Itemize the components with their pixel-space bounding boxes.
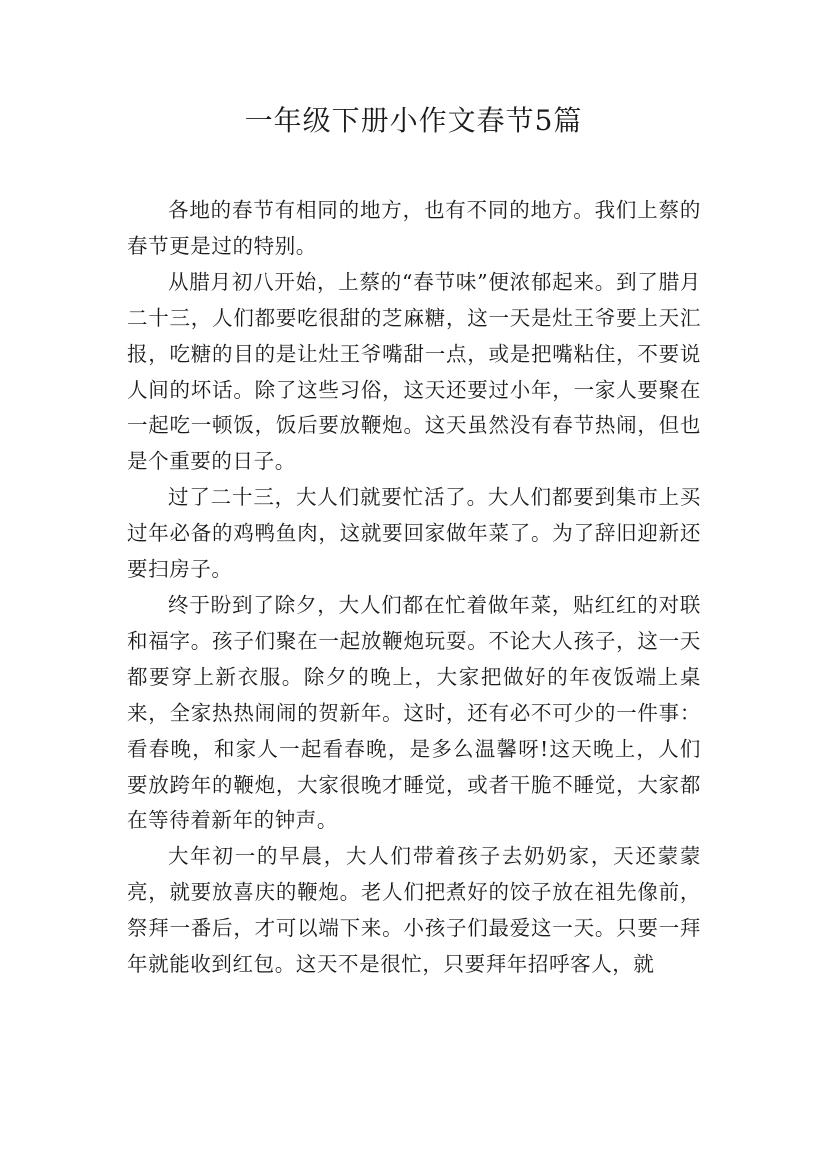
paragraph-2: 从腊月初八开始，上蔡的“春节味”便浓郁起来。到了腊月二十三，人们都要吃很甜的芝麻糖，这一天是灶王爷要上天汇报，吃糖的目的是让灶王爷嘴甜一点，或是把嘴粘住，不要说人间的坏话。除了这些习俗，这天还要过小年，一家人要聚在一起吃一顿饭，饭后要放鞭炮。这天虽然没有春节热闹，但也是个重要的日子。 <box>127 269 701 474</box>
paragraph-5: 大年初一的早晨，大人们带着孩子去奶奶家，天还蒙蒙亮，就要放喜庆的鞭炮。老人们把煮好的饺子放在祖先像前，祭拜一番后，才可以端下来。小孩子们最爱这一天。只要一拜年就能收到红包。这天不是很忙，只要拜年招呼客人，就 <box>127 844 701 977</box>
paragraph-3: 过了二十三，大人们就要忙活了。大人们都要到集市上买过年必备的鸡鸭鱼肉，这就要回家做年菜了。为了辞旧迎新还要扫房子。 <box>127 485 701 582</box>
paragraph-1: 各地的春节有相同的地方，也有不同的地方。我们上蔡的春节更是过的特别。 <box>127 198 701 258</box>
document-title: 一年级下册小作文春节5篇 <box>244 104 583 137</box>
paragraph-4: 终于盼到了除夕，大人们都在忙着做年菜，贴红红的对联和福字。孩子们聚在一起放鞭炮玩耍。不论大人孩子，这一天都要穿上新衣服。除夕的晚上，大家把做好的年夜饭端上桌来，全家热热闹闹的贺新年。这时，还有必不可少的一件事：看春晚，和家人一起看春晚，是多么温馨呀!这天晚上，人们要放跨年的鞭炮，大家很晚才睡觉，或者干脆不睡觉，大家都在等待着新年的钟声。 <box>127 592 701 833</box>
document-body <box>127 193 701 983</box>
